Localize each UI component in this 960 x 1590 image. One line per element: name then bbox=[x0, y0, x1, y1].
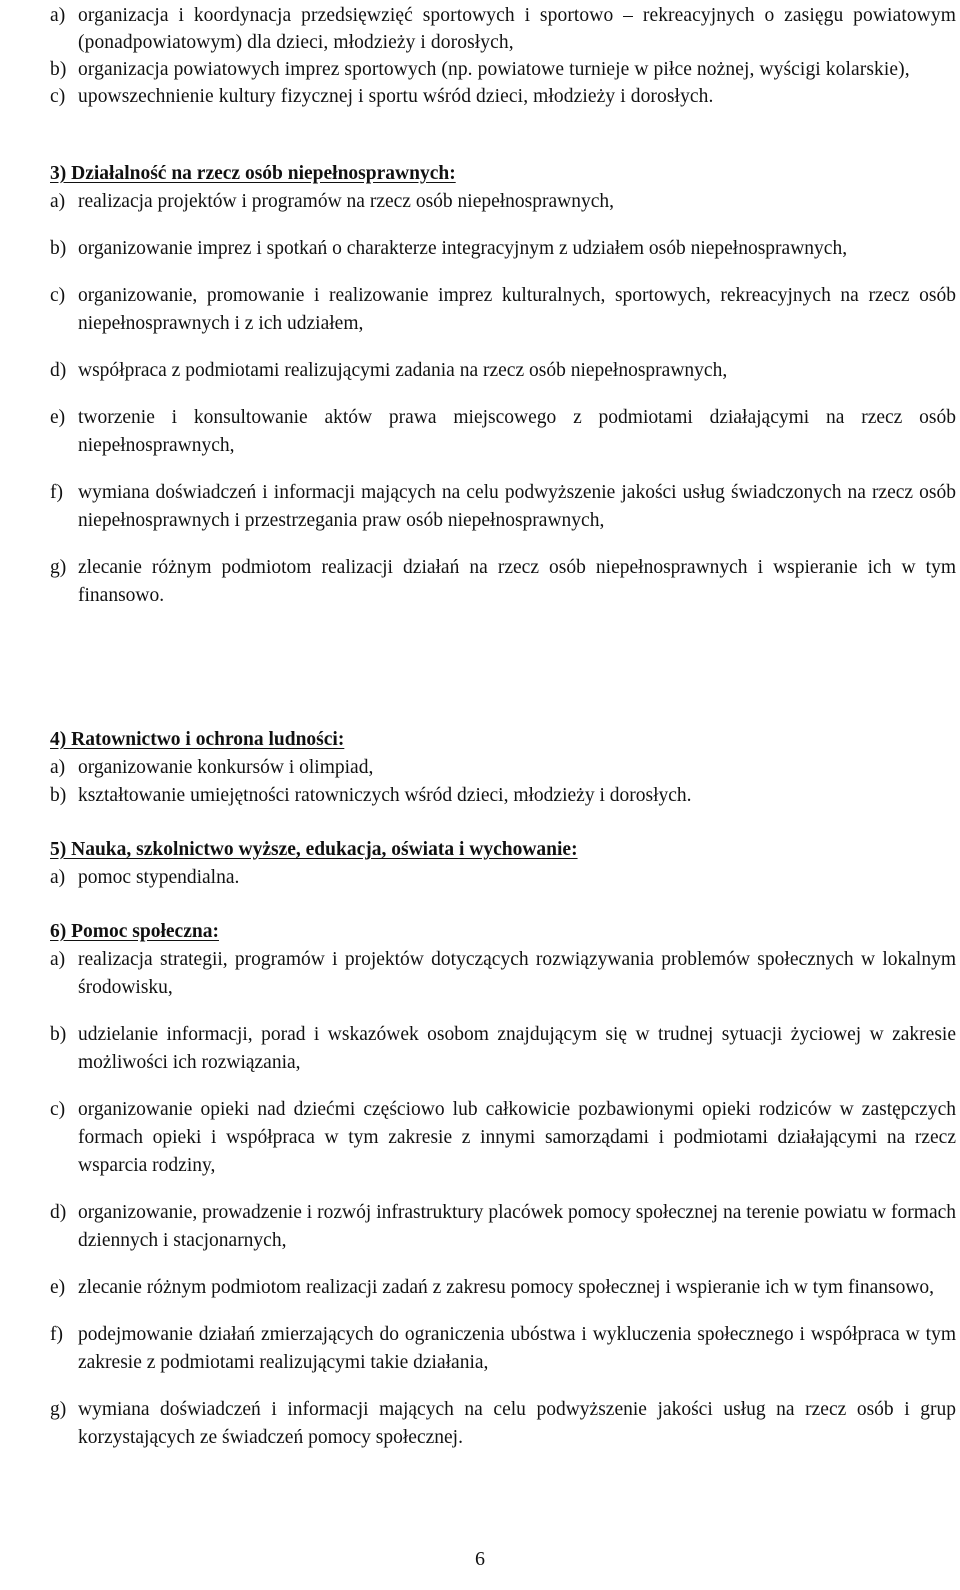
item-label: b) bbox=[50, 1024, 67, 1045]
item-label: a) bbox=[50, 949, 66, 970]
list-item bbox=[50, 1274, 956, 1302]
item-text: pomoc stypendialna. bbox=[78, 867, 240, 888]
page-number: 6 bbox=[475, 1548, 485, 1570]
section-list bbox=[50, 864, 956, 892]
list-item bbox=[50, 404, 956, 460]
section-list bbox=[50, 946, 956, 1452]
list-item bbox=[50, 235, 956, 263]
item-label: a) bbox=[50, 5, 66, 26]
section-title: 5) Nauka, szkolnictwo wyższe, edukacja, oświata i wychowanie: bbox=[50, 839, 578, 860]
list-item bbox=[50, 56, 956, 83]
list-item bbox=[50, 83, 956, 110]
item-label: b) bbox=[50, 238, 67, 259]
section-list bbox=[50, 188, 956, 610]
section-title: 4) Ratownictwo i ochrona ludności: bbox=[50, 729, 345, 750]
item-text: zlecanie różnym podmiotom realizacji zadań z zakresu pomocy społecznej i wspieranie ich w tym finansowo, bbox=[78, 1277, 935, 1298]
item-label: c) bbox=[50, 86, 66, 107]
item-text: realizacja strategii, programów i projektów dotyczących rozwiązywania problemów społecznych w lokalnym środowisku, bbox=[78, 949, 956, 998]
item-label: a) bbox=[50, 191, 66, 212]
item-label: b) bbox=[50, 59, 67, 80]
item-label: g) bbox=[50, 1399, 67, 1420]
list-item bbox=[50, 754, 956, 782]
item-label: g) bbox=[50, 557, 67, 578]
item-text: udzielanie informacji, porad i wskazówek osobom znajdującym się w trudnej sytuacji życiowej w zakresie możliwości ich rozwiązania, bbox=[78, 1024, 956, 1073]
item-text: organizacja powiatowych imprez sportowych (np. powiatowe turnieje w piłce nożnej, wyścigi kolarskie), bbox=[78, 59, 910, 80]
list-item bbox=[50, 864, 956, 892]
list-item bbox=[50, 1396, 956, 1452]
item-text: podejmowanie działań zmierzających do ograniczenia ubóstwa i wykluczenia społecznego i współpraca w tym zakresie z podmiotami realizującymi takie działania, bbox=[78, 1324, 956, 1373]
item-text: realizacja projektów i programów na rzecz osób niepełnosprawnych, bbox=[78, 191, 615, 212]
list-item bbox=[50, 1199, 956, 1255]
item-label: b) bbox=[50, 785, 67, 806]
section-title: 6) Pomoc społeczna: bbox=[50, 921, 219, 942]
item-label: c) bbox=[50, 1099, 66, 1120]
item-text: organizowanie opieki nad dziećmi częściowo lub całkowicie pozbawionymi opieki rodziców w zastępczych formach opieki i współpraca w tym zakresie z innymi samorządami i podmiotami działającymi na rzecz wsparcia rodziny, bbox=[78, 1099, 956, 1176]
list-item bbox=[50, 1021, 956, 1077]
item-text: organizowanie konkursów i olimpiad, bbox=[78, 757, 374, 778]
list-item bbox=[50, 946, 956, 1002]
item-label: e) bbox=[50, 1277, 66, 1298]
item-label: d) bbox=[50, 360, 67, 381]
item-text: kształtowanie umiejętności ratowniczych wśród dzieci, młodzieży i dorosłych. bbox=[78, 785, 692, 806]
section-education bbox=[50, 836, 956, 892]
intro-list bbox=[50, 2, 956, 110]
section-social-assistance bbox=[50, 918, 956, 1452]
item-text: wymiana doświadczeń i informacji mających na celu podwyższenie jakości usług świadczonych na rzecz osób niepełnosprawnych i przestrzegania praw osób niepełnosprawnych, bbox=[78, 482, 956, 531]
section-disability bbox=[50, 160, 956, 610]
section-title: 3) Działalność na rzecz osób niepełnosprawnych: bbox=[50, 163, 456, 184]
item-label: f) bbox=[50, 1324, 63, 1345]
item-text: organizowanie, prowadzenie i rozwój infrastruktury placówek pomocy społecznej na terenie powiatu w formach dziennych i stacjonarnych, bbox=[78, 1202, 956, 1251]
section-list bbox=[50, 754, 956, 810]
item-label: c) bbox=[50, 285, 66, 306]
list-item bbox=[50, 554, 956, 610]
section-rescue bbox=[50, 726, 956, 810]
list-item bbox=[50, 1321, 956, 1377]
list-item bbox=[50, 282, 956, 338]
item-text: upowszechnienie kultury fizycznej i sportu wśród dzieci, młodzieży i dorosłych. bbox=[78, 86, 714, 107]
item-label: d) bbox=[50, 1202, 67, 1223]
item-text: zlecanie różnym podmiotom realizacji działań na rzecz osób niepełnosprawnych i wspieranie ich w tym finansowo. bbox=[78, 557, 956, 606]
item-label: e) bbox=[50, 407, 66, 428]
list-item bbox=[50, 479, 956, 535]
item-label: a) bbox=[50, 867, 66, 888]
item-text: organizacja i koordynacja przedsięwzięć sportowych i sportowo – rekreacyjnych o zasięgu powiatowym (ponadpowiatowym) dla dzieci, młodzieży i dorosłych, bbox=[78, 5, 956, 53]
list-item bbox=[50, 188, 956, 216]
item-text: organizowanie imprez i spotkań o charakterze integracyjnym z udziałem osób niepełnosprawnych, bbox=[78, 238, 848, 259]
list-item bbox=[50, 357, 956, 385]
list-item bbox=[50, 2, 956, 56]
list-item bbox=[50, 782, 956, 810]
item-label: a) bbox=[50, 757, 66, 778]
item-text: organizowanie, promowanie i realizowanie imprez kulturalnych, sportowych, rekreacyjnych na rzecz osób niepełnosprawnych i z ich udziałem, bbox=[78, 285, 956, 334]
item-text: wymiana doświadczeń i informacji mających na celu podwyższenie jakości usług na rzecz osób i grup korzystających ze świadczeń pomocy społecznej. bbox=[78, 1399, 956, 1448]
item-text: tworzenie i konsultowanie aktów prawa miejscowego z podmiotami działającymi na rzecz osób niepełnosprawnych, bbox=[78, 407, 956, 456]
item-text: współpraca z podmiotami realizującymi zadania na rzecz osób niepełnosprawnych, bbox=[78, 360, 728, 381]
list-item bbox=[50, 1096, 956, 1180]
item-label: f) bbox=[50, 482, 63, 503]
